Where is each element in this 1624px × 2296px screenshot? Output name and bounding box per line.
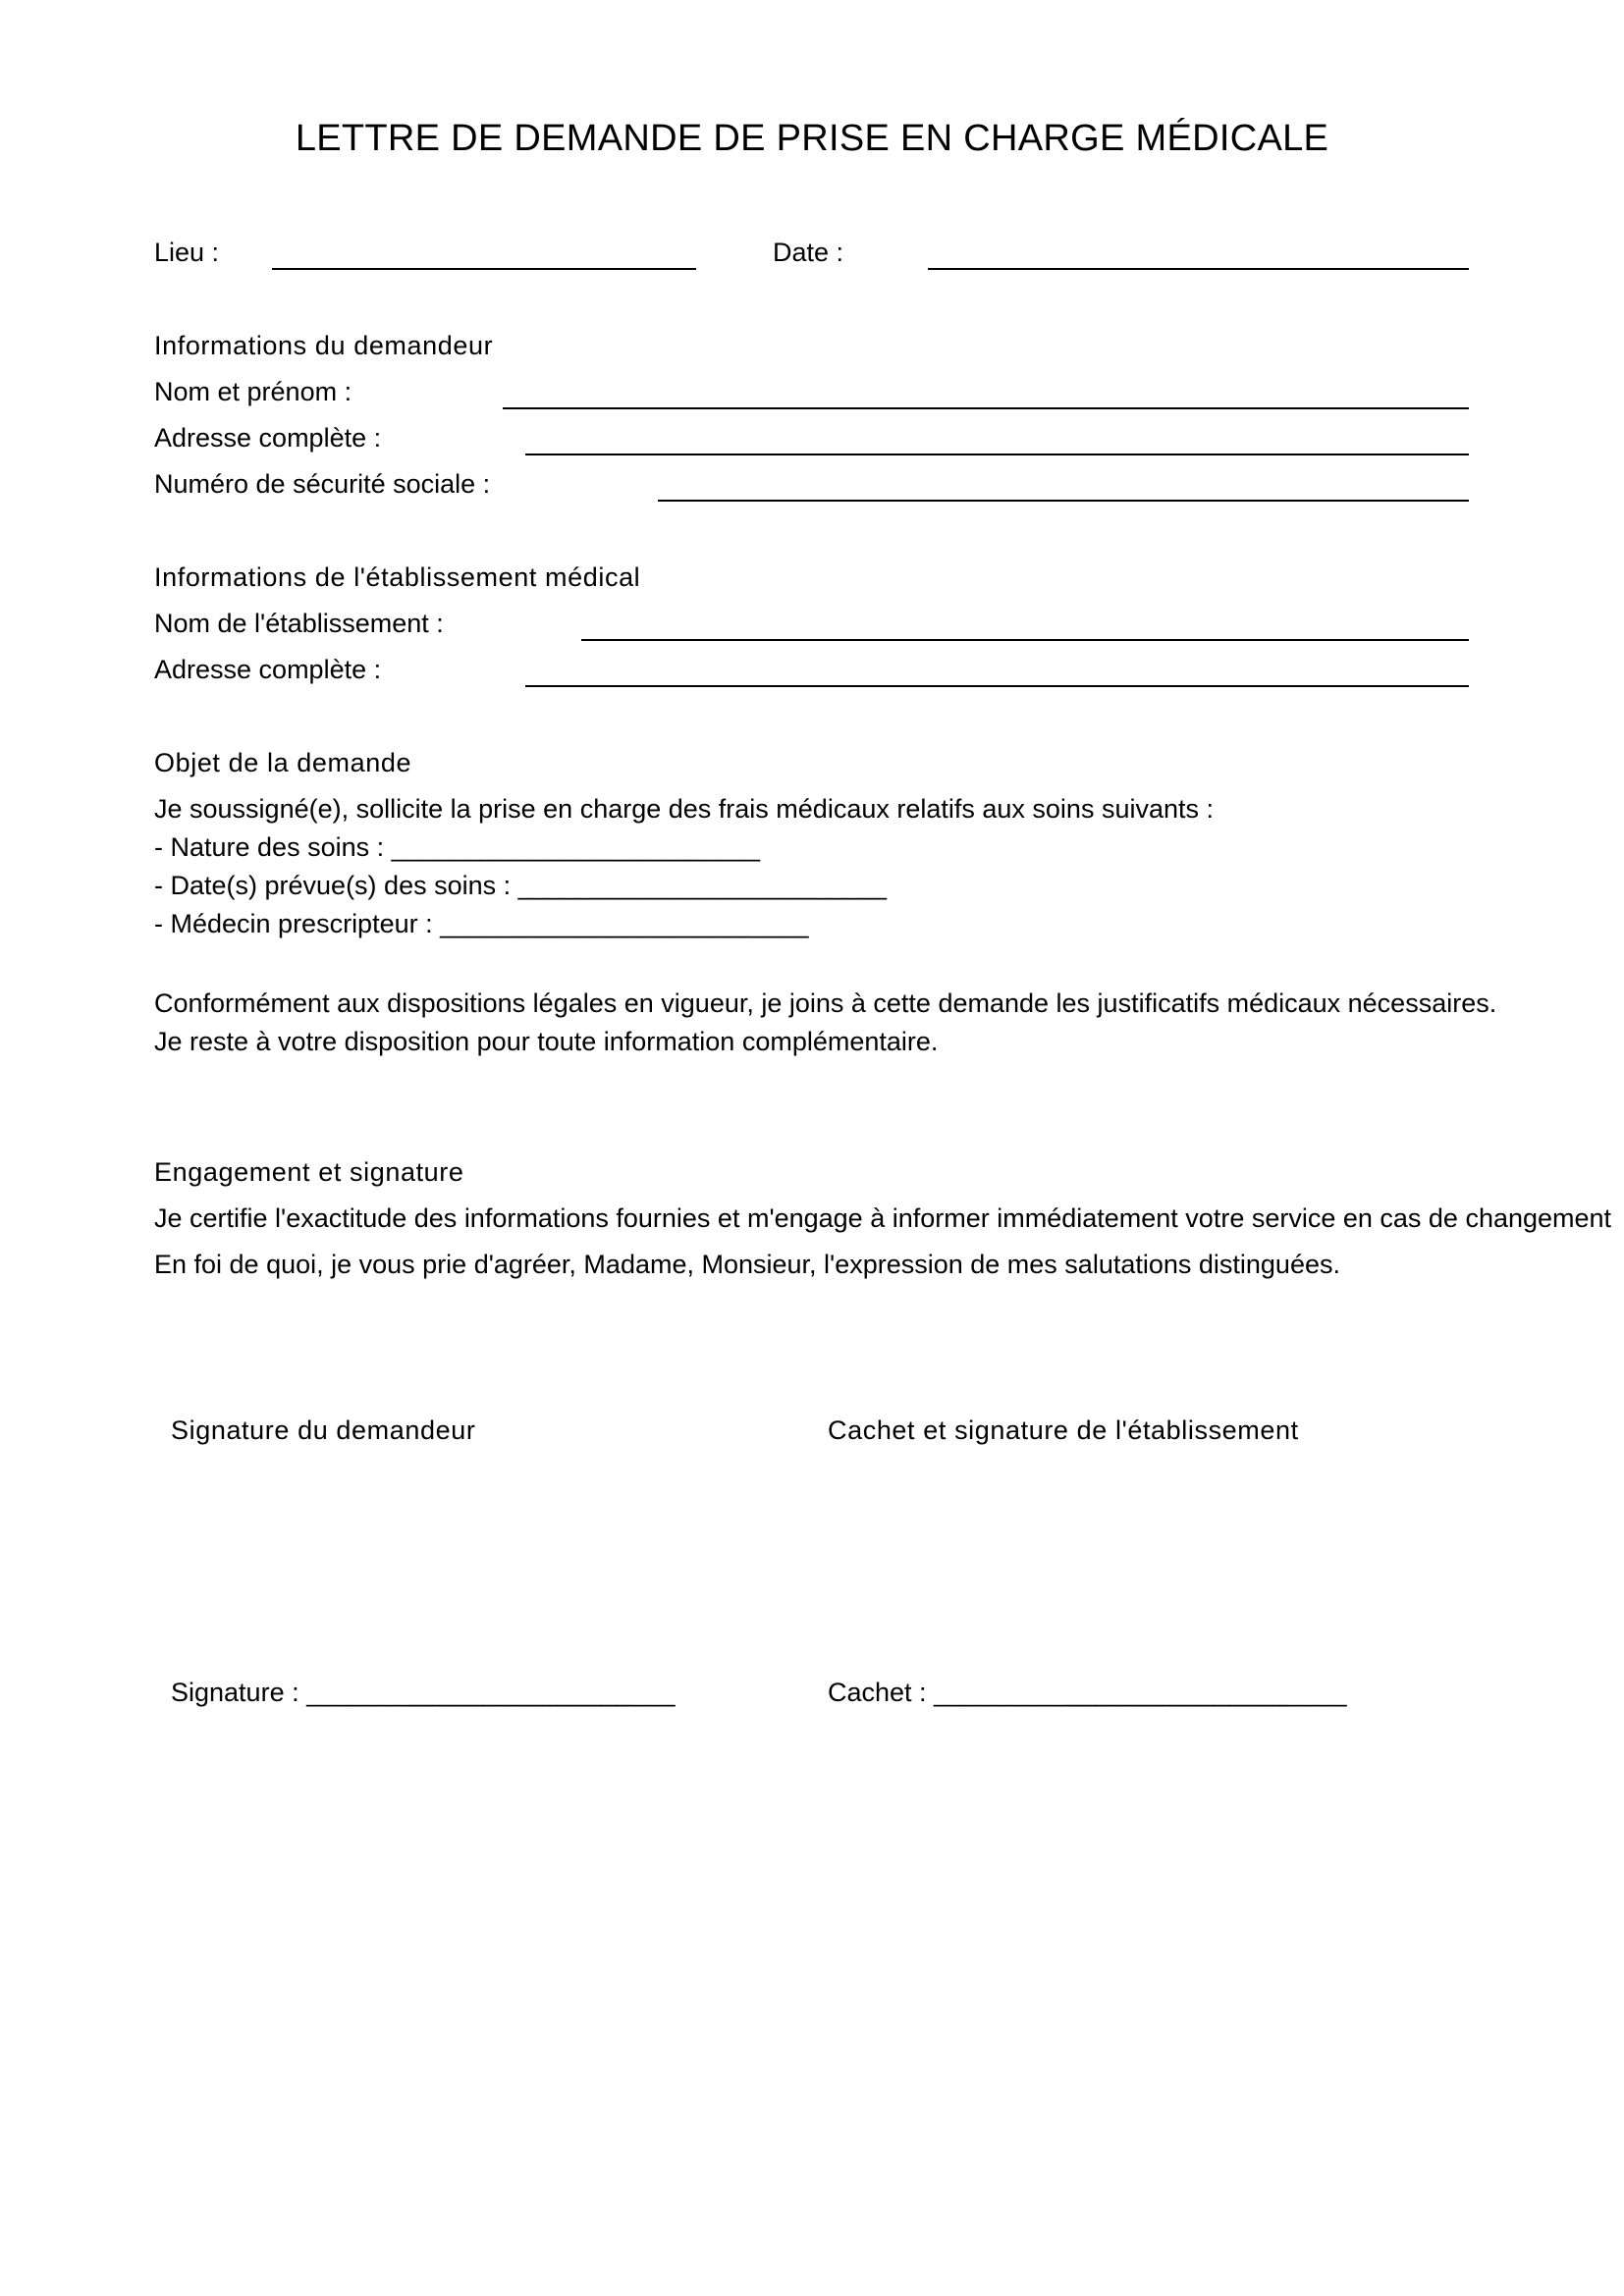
demandeur-adresse-label: Adresse complète : [154, 423, 382, 453]
demandeur-adresse-field-line[interactable] [525, 454, 1469, 455]
nom-prenom-label: Nom et prénom : [154, 377, 352, 406]
securite-sociale-field-line[interactable] [658, 500, 1469, 502]
signature-demandeur-heading: Signature du demandeur [171, 1415, 476, 1445]
objet-heading: Objet de la demande [154, 748, 412, 777]
dispositions-paragraph: Conformément aux dispositions légales en vigueur, je joins à cette demande les justificatifs médicaux nécessaires. [154, 988, 1497, 1018]
etablissement-adresse-field-line[interactable] [525, 685, 1469, 687]
date-label: Date : [773, 238, 844, 267]
etablissement-nom-label: Nom de l'établissement : [154, 609, 444, 638]
signature-field-line[interactable]: Signature : _________________________ [171, 1678, 676, 1707]
cachet-field-line[interactable]: Cachet : ____________________________ [828, 1678, 1347, 1707]
lieu-label: Lieu : [154, 238, 220, 267]
medecin-prescripteur-line[interactable]: - Médecin prescripteur : _________________________ [154, 909, 809, 938]
etablissement-adresse-label: Adresse complète : [154, 655, 382, 684]
cachet-etablissement-heading: Cachet et signature de l'établissement [828, 1415, 1299, 1445]
engagement-salutations: En foi de quoi, je vous prie d'agréer, Madame, Monsieur, l'expression de mes salutations distinguées. [154, 1250, 1340, 1279]
engagement-heading: Engagement et signature [154, 1157, 464, 1187]
date-field-line[interactable] [928, 268, 1469, 270]
demandeur-heading: Informations du demandeur [154, 331, 494, 360]
etablissement-heading: Informations de l'établissement médical [154, 562, 641, 592]
nom-prenom-field-line[interactable] [503, 407, 1469, 409]
etablissement-nom-field-line[interactable] [581, 639, 1469, 641]
lieu-field-line[interactable] [272, 268, 696, 270]
securite-sociale-label: Numéro de sécurité sociale : [154, 469, 491, 499]
nature-soins-line[interactable]: - Nature des soins : _________________________ [154, 832, 761, 862]
disposition-paragraph: Je reste à votre disposition pour toute information complémentaire. [154, 1027, 939, 1056]
dates-soins-line[interactable]: - Date(s) prévue(s) des soins : _________________________ [154, 871, 888, 900]
document-title: LETTRE DE DEMANDE DE PRISE EN CHARGE MÉDICALE [295, 118, 1329, 159]
objet-intro: Je soussigné(e), sollicite la prise en charge des frais médicaux relatifs aux soins suivants : [154, 794, 1214, 824]
engagement-certification: Je certifie l'exactitude des informations fournies et m'engage à informer immédiatement votre service en cas de changement [154, 1203, 1612, 1233]
